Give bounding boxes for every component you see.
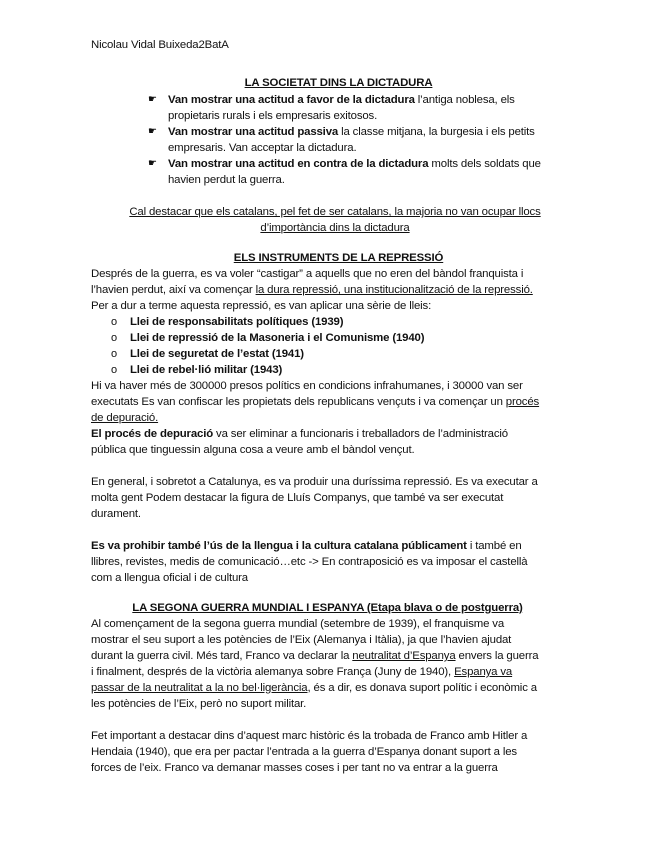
bullet-bold-text: Van mostrar una actitud passiva — [168, 126, 339, 138]
paragraph-line: Al començament de la segona guerra mundial (setembre de 1939), el franquisme va — [91, 618, 505, 630]
paragraph-line: durament. — [91, 508, 141, 520]
bullet-line — [168, 156, 541, 172]
text-span: l’havien perdut, així va començar — [91, 284, 256, 296]
paragraph-line — [91, 282, 533, 298]
bullet-continuation: havien perdut la guerra. — [168, 174, 285, 186]
bullet-line — [168, 92, 515, 108]
paragraph-line: Hi va haver més de 300000 presos polítics en condicions infrahumanes, i 30000 van ser — [91, 380, 523, 392]
paragraph-line: mostrar el seu suport a les potències de l’Eix (Alemanya i Itàlia), ja que l’havien ajudat — [91, 634, 512, 646]
circle-bullet-icon: o — [111, 364, 117, 376]
paragraph-line: Fet important a destacar dins d’aquest marc històric és la trobada de Franco amb Hitler a — [91, 730, 528, 742]
bullet-text: l’antiga noblesa, els — [414, 94, 515, 106]
underlined-text: Espanya va — [454, 666, 513, 678]
bullet-continuation: empresaris. Van acceptar la dictadura. — [168, 142, 357, 154]
paragraph-line: com a llengua oficial i de cultura — [91, 572, 248, 584]
paragraph-line — [91, 648, 538, 664]
underlined-text: de depuració. — [91, 412, 159, 424]
paragraph-line: molta gent Podem destacar la figura de Lluís Companys, que també va ser executat — [91, 492, 504, 504]
underlined-text: neutralitat d’Espanya — [352, 650, 456, 662]
paragraph-line — [91, 664, 512, 680]
list-item: Llei de rebel·lió militar (1943) — [130, 364, 283, 376]
underlined-text: la dura repressió, una institucionalització de la repressió. — [255, 284, 533, 296]
author-header: Nicolau Vidal Buixeda2BatA — [91, 39, 229, 51]
list-item: Llei de seguretat de l’estat (1941) — [130, 348, 304, 360]
pointing-hand-icon: ☛ — [148, 158, 157, 169]
section-title-ww2: LA SEGONA GUERRA MUNDIAL I ESPANYA (Etapa blava o de postguerra) — [132, 602, 523, 614]
paragraph-line: llibres, revistes, medis de comunicació…etc -> En contraposició es va imposar el castellà — [91, 556, 528, 568]
bold-text: El procés de depuració — [91, 428, 214, 440]
paragraph-line: Hendaia (1940), que era per pactar l’entrada a la guerra d’Espanya donant suport a les — [91, 746, 517, 758]
text-span: , és a dir, es donava suport polític i econòmic a — [307, 682, 537, 694]
paragraph-line — [91, 538, 522, 554]
paragraph-line: Després de la guerra, es va voler “castigar” a aquells que no eren del bàndol franquista i — [91, 268, 524, 280]
text-span: va ser eliminar a funcionaris i treballadors de l’administració — [213, 428, 508, 440]
list-item: Llei de responsabilitats polítiques (1939) — [130, 316, 344, 328]
circle-bullet-icon: o — [111, 332, 117, 344]
paragraph-line: En general, i sobretot a Catalunya, es va produir una duríssima repressió. Es va executar a — [91, 476, 538, 488]
paragraph-line — [91, 426, 508, 442]
circle-bullet-icon: o — [111, 348, 117, 360]
catalans-note-line2: d’importància dins la dictadura — [260, 222, 410, 234]
bullet-text: molts dels soldats que — [428, 158, 541, 170]
section-title-repression: ELS INSTRUMENTS DE LA REPRESSIÓ — [233, 252, 444, 264]
text-span: durant la guerra civil. Més tard, Franco va declarar la — [91, 650, 353, 662]
pointing-hand-icon: ☛ — [148, 126, 157, 137]
text-span: executats Es van confiscar les propietats dels republicans vençuts i va començar un — [91, 396, 506, 408]
section-title-society: LA SOCIETAT DINS LA DICTADURA — [244, 77, 433, 89]
list-item: Llei de repressió de la Masoneria i el Comunisme (1940) — [130, 332, 425, 344]
bullet-bold-text: Van mostrar una actitud en contra de la dictadura — [168, 158, 429, 170]
paragraph-line — [91, 680, 537, 696]
text-span: i també en — [466, 540, 522, 552]
text-span: i finalment, després de la victòria alemanya sobre França (Juny de 1940), — [91, 666, 455, 678]
pointing-hand-icon: ☛ — [148, 94, 157, 105]
bullet-continuation: propietaris rurals i els empresaris exitosos. — [168, 110, 378, 122]
text-span: envers la guerra — [455, 650, 539, 662]
bold-text: Es va prohibir també l’ús de la llengua i la cultura catalana públicament — [91, 540, 467, 552]
paragraph-line: pública que tinguessin alguna cosa a veure amb el bàndol vençut. — [91, 444, 415, 456]
catalans-note-line1: Cal destacar que els catalans, pel fet de ser catalans, la majoria no van ocupar llocs — [129, 206, 541, 218]
circle-bullet-icon: o — [111, 316, 117, 328]
paragraph-line: forces de l’eix. Franco va demanar masses coses i per tant no va entrar a la guerra — [91, 762, 498, 774]
paragraph-line: Per a dur a terme aquesta repressió, es van aplicar una sèrie de lleis: — [91, 300, 432, 312]
paragraph-line: les potències de l’Eix, però no suport militar. — [91, 698, 307, 710]
underlined-text: passar de la neutralitat a la no bel·ligerància — [91, 682, 308, 694]
paragraph-line — [91, 394, 539, 410]
underlined-text: procés — [505, 396, 540, 408]
bullet-text: la classe mitjana, la burgesia i els petits — [338, 126, 535, 138]
bullet-bold-text: Van mostrar una actitud a favor de la dictadura — [168, 94, 415, 106]
bullet-line — [168, 124, 535, 140]
